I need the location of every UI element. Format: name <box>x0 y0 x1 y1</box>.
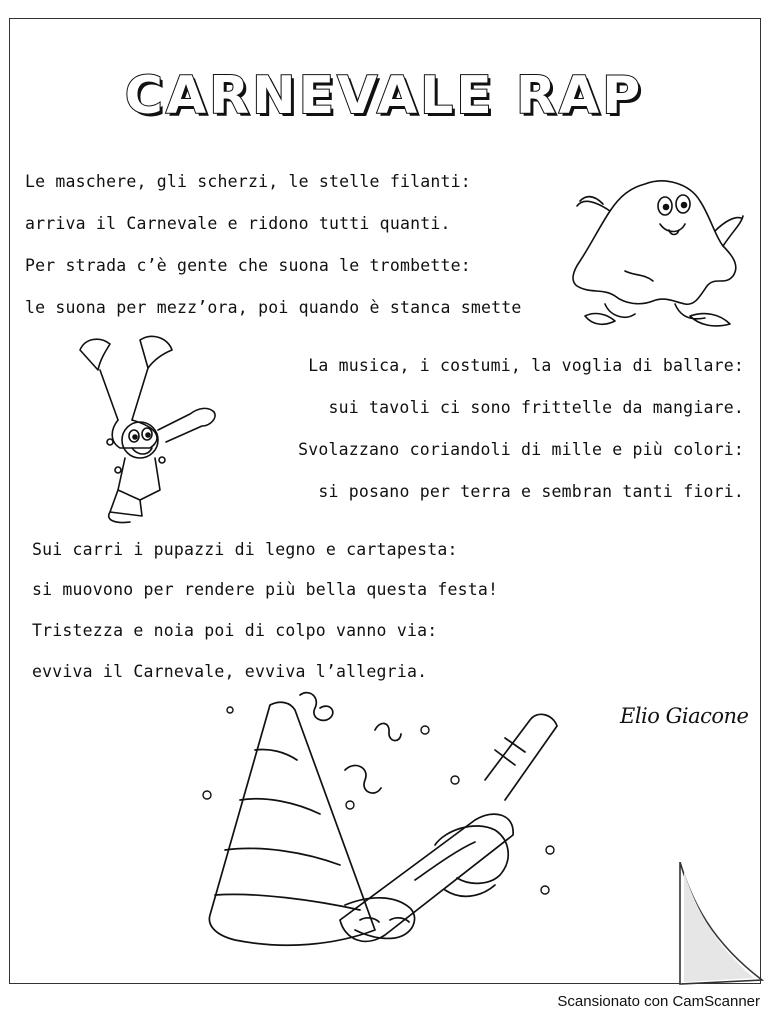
scanner-footer: Scansionato con CamScanner <box>557 993 760 1010</box>
stanza1-line4: le suona per mezz’ora, poi quando è stanca smette <box>25 298 522 317</box>
ghost-costume-icon <box>565 176 745 336</box>
author-signature: Elio Giacone <box>620 704 749 728</box>
stanza2-line3: Svolazzano coriandoli di mille e più colori: <box>298 440 744 459</box>
stanza3-line2: si muovono per rendere più bella questa festa! <box>32 580 499 599</box>
jester-icon <box>70 330 230 530</box>
stanza3-line1: Sui carri i pupazzi di legno e cartapesta: <box>32 540 458 559</box>
stanza3-line3: Tristezza e noia poi di colpo vanno via: <box>32 621 438 640</box>
stanza2-line2: sui tavoli ci sono frittelle da mangiare. <box>328 398 744 417</box>
stanza1-line3: Per strada c’è gente che suona le trombette: <box>25 256 471 275</box>
poem-title: CARNEVALE RAP <box>124 66 644 126</box>
stanza2-line4: si posano per terra e sembran tanti fiori. <box>318 482 744 501</box>
stanza3-line4: evviva il Carnevale, evviva l’allegria. <box>32 662 428 681</box>
page-curl-icon <box>672 862 766 987</box>
party-hat-mask-blower-icon <box>195 690 575 965</box>
stanza2-line1: La musica, i costumi, la voglia di ballare: <box>308 356 744 375</box>
stanza1-line1: Le maschere, gli scherzi, le stelle filanti: <box>25 172 471 191</box>
stanza1-line2: arriva il Carnevale e ridono tutti quanti. <box>25 214 451 233</box>
